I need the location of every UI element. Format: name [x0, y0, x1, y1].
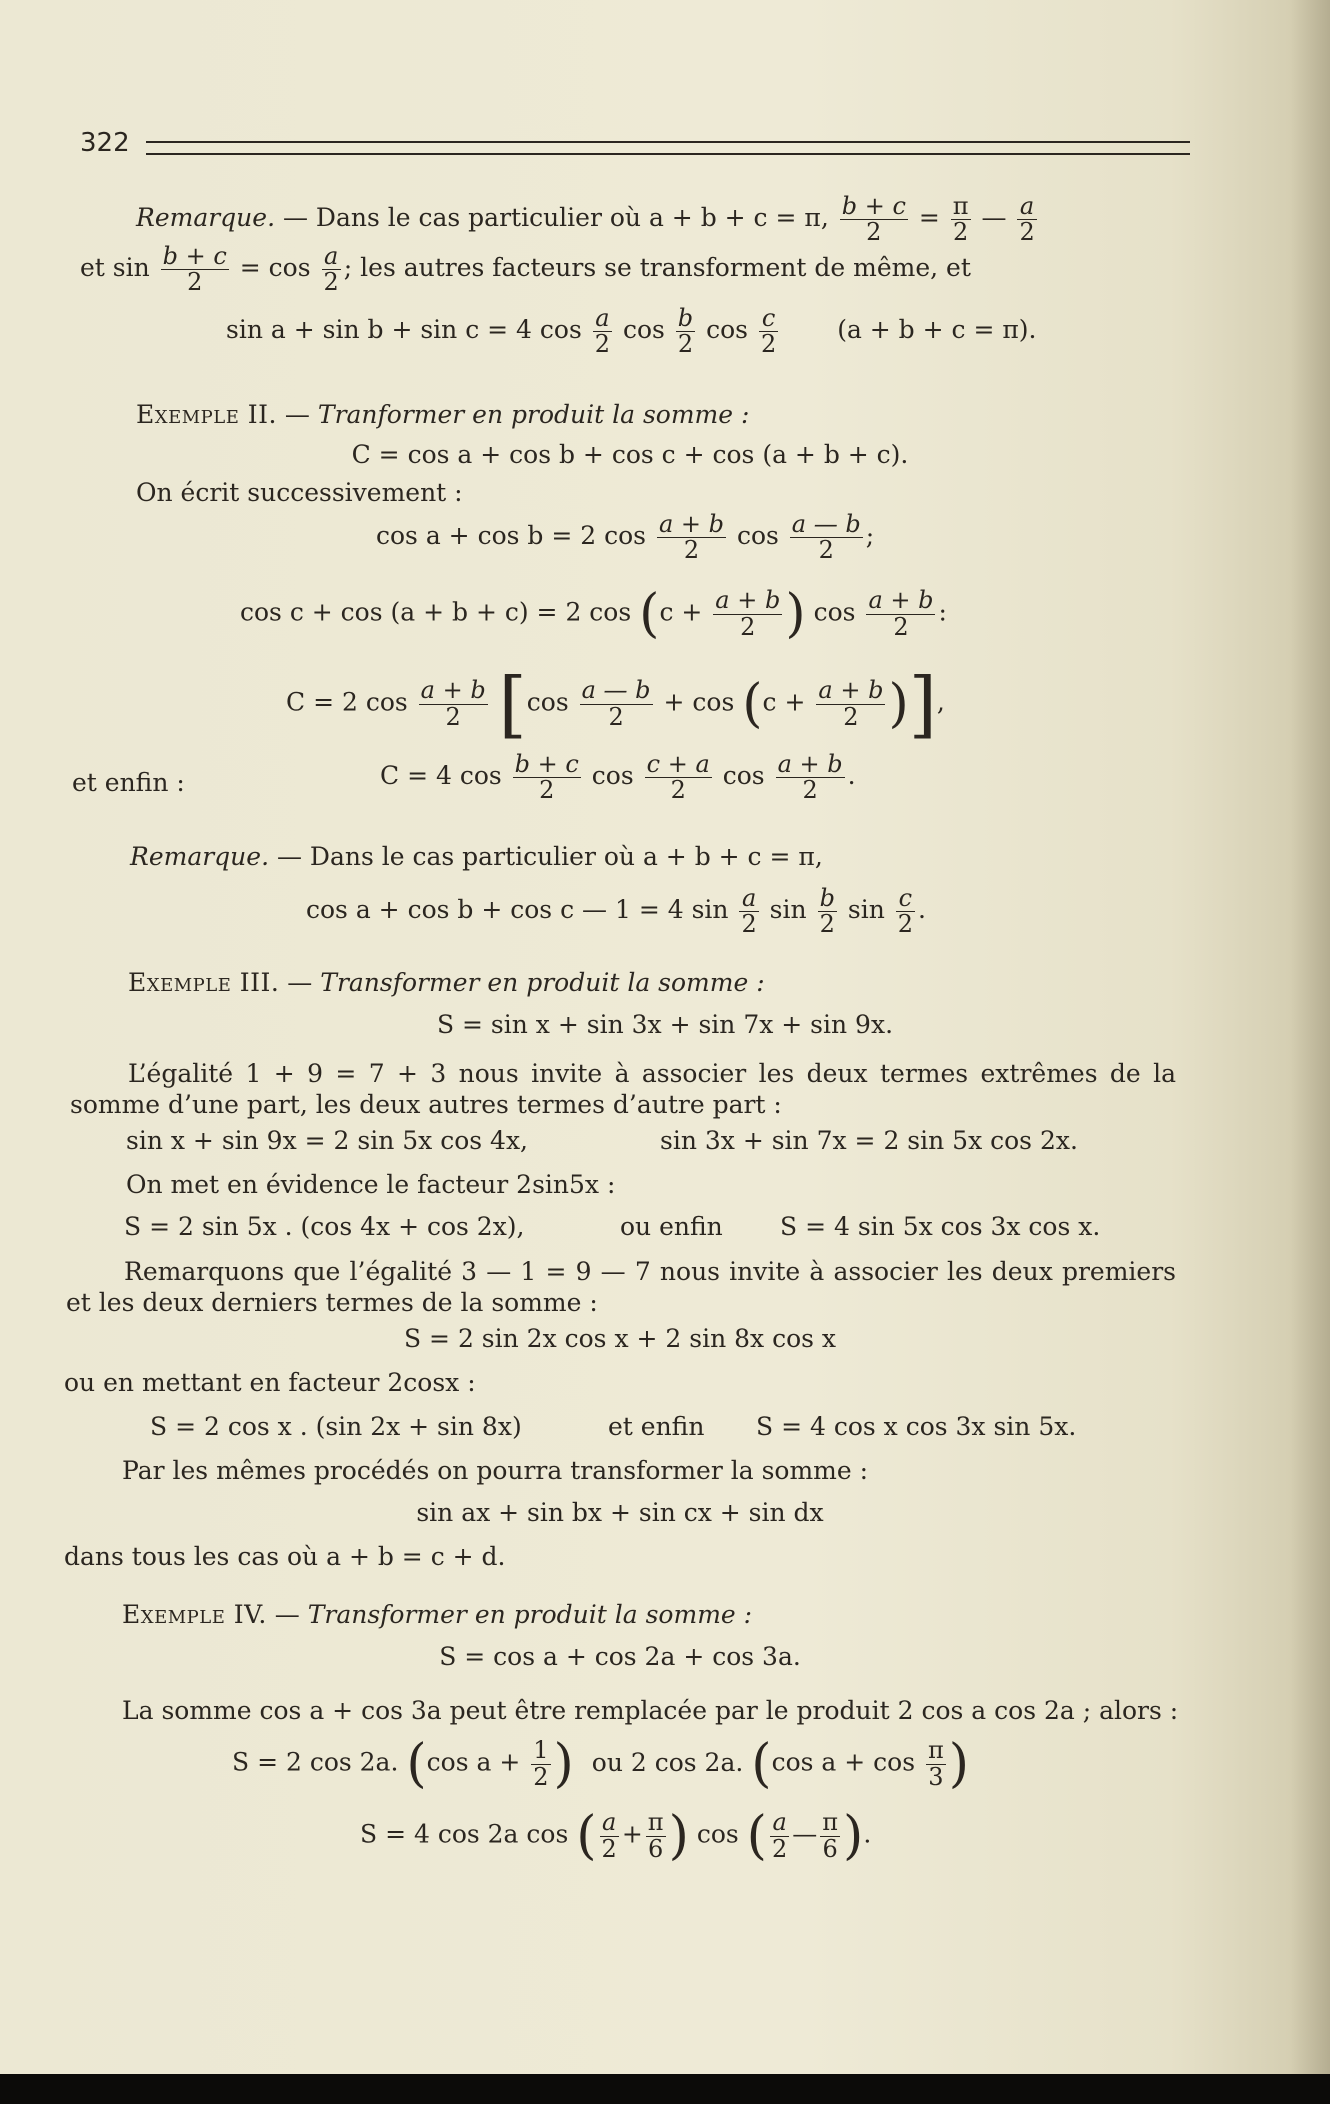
- exemple3-paragraph1: L’égalité 1 + 9 = 7 + 3 nous invite à associer les deux termes extrêmes de la somme d’une part, les deux autres termes d’autre part :: [70, 1059, 1176, 1119]
- bracket-close: ]: [908, 662, 937, 746]
- fraction: [657, 512, 726, 563]
- text: = cos: [231, 253, 319, 283]
- fraction-num: a: [600, 1810, 619, 1836]
- formula-text: c +: [659, 597, 703, 627]
- formula-text: .: [863, 1819, 872, 1849]
- fraction-num: a + b: [420, 676, 486, 705]
- fraction-den: 6: [822, 1834, 838, 1863]
- fraction-den: 2: [740, 612, 756, 641]
- fraction: [600, 1810, 619, 1861]
- formula-text: S = 2 cos 2a.: [232, 1747, 399, 1777]
- fraction: [419, 678, 488, 729]
- fraction-num: a — b: [791, 510, 861, 538]
- paren-close: ): [948, 1734, 970, 1794]
- paren-open: (: [742, 674, 763, 734]
- formula-text: cos: [526, 687, 569, 717]
- fraction-num: a: [1017, 194, 1036, 220]
- exemple3-eq2b: ou enfin: [620, 1212, 723, 1241]
- fraction-den: 6: [648, 1834, 664, 1863]
- fraction-den: 2: [802, 776, 818, 805]
- fraction: [820, 1810, 840, 1861]
- exemple3-eq1b: sin 3x + sin 7x = 2 sin 5x cos 2x.: [660, 1126, 1078, 1155]
- fraction-den: 2: [594, 330, 611, 359]
- fraction-num: c: [759, 306, 778, 332]
- fraction-num: b + c: [514, 750, 579, 778]
- fraction: [866, 588, 935, 639]
- fraction: [840, 194, 908, 245]
- exemple2-formula1: [376, 512, 874, 563]
- fraction: [776, 752, 845, 803]
- text: et sin: [80, 253, 150, 283]
- fraction-den: 2: [953, 218, 969, 247]
- formula-text: C = 2 cos: [286, 687, 408, 717]
- exemple2-label: Exemple II.: [136, 400, 277, 429]
- fraction-num: b: [819, 884, 835, 912]
- paren-close: ): [888, 674, 909, 734]
- fraction-num: 1: [533, 1736, 549, 1765]
- fraction-num: a + b: [868, 586, 934, 615]
- remarque2-text: — Dans le cas particulier où a + b + c = π,: [269, 842, 823, 871]
- exemple3-eq1a: sin x + sin 9x = 2 sin 5x cos 4x,: [126, 1126, 528, 1155]
- exemple3-eq2c: S = 4 sin 5x cos 3x cos x.: [780, 1212, 1101, 1241]
- paren-open: (: [751, 1734, 772, 1794]
- formula-text: .: [918, 895, 926, 925]
- fraction-num: π: [822, 1808, 839, 1837]
- exemple4-title: Transformer en produit la somme :: [307, 1600, 753, 1629]
- fraction: [790, 512, 863, 563]
- exemple3-paragraph6: dans tous les cas où a + b = c + d.: [64, 1542, 506, 1571]
- remarque1-line2: [80, 244, 971, 295]
- exemple3-eq4b: et enfin: [608, 1412, 705, 1441]
- formula-text: c +: [762, 687, 806, 717]
- fraction: [161, 244, 229, 295]
- exemple2-formula2: [240, 584, 947, 644]
- fraction-den: 2: [533, 1762, 549, 1791]
- paren-open: (: [746, 1806, 767, 1866]
- remarque2-label: Remarque.: [130, 842, 270, 871]
- fraction: [770, 1810, 789, 1861]
- exemple2-intro: On écrit successivement :: [136, 478, 463, 507]
- formula-text: —: [792, 1819, 818, 1849]
- paren-close: ): [668, 1806, 689, 1866]
- formula-condition: (a + b + c = π).: [837, 315, 1037, 345]
- exemple3-paragraph2: On met en évidence le facteur 2sin5x :: [126, 1170, 616, 1199]
- fraction-den: 2: [843, 702, 859, 731]
- exemple3-paragraph4: ou en mettant en facteur 2cosx :: [64, 1368, 476, 1397]
- fraction-den: 2: [445, 702, 461, 731]
- fraction-den: 2: [683, 536, 700, 565]
- paren-open: (: [639, 584, 660, 644]
- fraction-num: a: [322, 244, 341, 270]
- fraction-num: a + b: [818, 676, 884, 705]
- remarque2-formula: [306, 886, 926, 937]
- exemple3-heading: [128, 968, 765, 998]
- fraction-den: 2: [897, 910, 914, 939]
- dash: —: [266, 1600, 308, 1629]
- fraction: [713, 588, 782, 639]
- fraction: [645, 752, 712, 803]
- page-number: 322: [80, 128, 130, 158]
- formula-text: cos: [698, 315, 756, 345]
- formula-text: cos: [615, 315, 673, 345]
- exemple3-eq5: sin ax + sin bx + sin cx + sin dx: [416, 1498, 824, 1527]
- exemple2-formula4: [380, 752, 856, 803]
- exemple3-eq4a: S = 2 cos x . (sin 2x + sin 8x): [150, 1412, 522, 1441]
- minus: —: [973, 203, 1015, 233]
- formula-text: sin: [839, 895, 893, 925]
- fraction-num: b + c: [841, 192, 906, 220]
- fraction: [646, 1810, 666, 1861]
- fraction-den: 3: [928, 1762, 944, 1791]
- fraction-den: 2: [601, 1834, 617, 1863]
- remarque1-label: Remarque.: [136, 203, 276, 233]
- fraction-den: 2: [866, 218, 882, 247]
- fraction: [739, 886, 758, 937]
- fraction: [593, 306, 612, 357]
- fraction-den: 2: [760, 330, 777, 359]
- exemple3-paragraph3: Remarquons que l’égalité 3 — 1 = 9 — 7 nous invite à associer les deux premiers et les deux derniers termes de la somme :: [66, 1257, 1176, 1317]
- fraction-num: π: [952, 192, 969, 220]
- fraction: [951, 194, 971, 245]
- fraction-num: a: [739, 886, 758, 912]
- remarque2-line: [130, 842, 823, 872]
- fraction-den: 2: [819, 910, 835, 939]
- formula-text: sin: [761, 895, 815, 925]
- formula-text: cos: [736, 521, 779, 551]
- fraction-den: 2: [893, 612, 909, 641]
- exemple4-formula2: [360, 1806, 872, 1866]
- fraction-den: 2: [608, 702, 624, 731]
- scan-bottom-border: [0, 2074, 1330, 2104]
- exemple3-definition: S = sin x + sin 3x + sin 7x + sin 9x.: [436, 1010, 894, 1039]
- header-rule: [146, 141, 1190, 155]
- dash: —: [276, 400, 318, 429]
- formula-text: cos a +: [426, 1747, 521, 1777]
- fraction-num: c + a: [646, 750, 710, 778]
- exemple3-eq2a: S = 2 sin 5x . (cos 4x + cos 2x),: [124, 1212, 525, 1241]
- exemple2-heading: [136, 400, 749, 430]
- formula-text: +: [621, 1819, 643, 1849]
- fraction-num: π: [928, 1736, 944, 1765]
- fraction: [676, 306, 695, 357]
- fraction-den: 2: [1019, 218, 1035, 247]
- exemple4-heading: [122, 1600, 752, 1630]
- exemple4-formula1: [232, 1734, 970, 1794]
- equals: =: [910, 203, 948, 233]
- text: ; les autres facteurs se transforment de même, et: [343, 253, 971, 283]
- fraction-num: b: [677, 304, 694, 332]
- paren-open: (: [576, 1806, 597, 1866]
- formula-text: + cos: [663, 687, 735, 717]
- fraction-num: a: [770, 1810, 789, 1836]
- fraction: [1017, 194, 1036, 245]
- fraction-den: 2: [187, 268, 203, 297]
- fraction-num: a — b: [581, 676, 651, 705]
- fraction: [926, 1738, 946, 1789]
- exemple4-paragraph1: La somme cos a + cos 3a peut être remplacée par le produit 2 cos a cos 2a ; alors :: [122, 1696, 1179, 1725]
- formula-text: cos: [722, 761, 765, 791]
- formula-text: cos c + cos (a + b + c) = 2 cos: [240, 597, 632, 627]
- formula-text: cos: [696, 1819, 739, 1849]
- fraction: [531, 1738, 550, 1789]
- fraction-num: c: [896, 886, 915, 912]
- formula-text: C = 4 cos: [380, 761, 502, 791]
- paren-close: ): [553, 1734, 574, 1794]
- paren-open: (: [406, 1734, 427, 1794]
- fraction-num: π: [647, 1808, 664, 1837]
- exemple3-eq4c: S = 4 cos x cos 3x sin 5x.: [756, 1412, 1077, 1441]
- exemple2-title: Tranformer en produit la somme :: [317, 400, 750, 429]
- fraction: [759, 306, 778, 357]
- fraction: [513, 752, 581, 803]
- exemple3-label: Exemple III.: [128, 968, 280, 997]
- formula-text: :: [938, 597, 947, 627]
- exemple2-formula3: [286, 662, 945, 746]
- formula-text: cos: [813, 597, 856, 627]
- formula-text: .: [847, 761, 856, 791]
- formula-text: cos a + cos b + cos c — 1 = 4 sin: [306, 895, 729, 925]
- fraction-den: 2: [741, 910, 757, 939]
- exemple4-definition: S = cos a + cos 2a + cos 3a.: [439, 1642, 801, 1671]
- fraction-den: 2: [771, 1834, 788, 1863]
- dash: —: [279, 968, 321, 997]
- fraction-den: 2: [818, 536, 834, 565]
- remarque1-text: — Dans le cas particulier où a + b + c = π,: [275, 203, 829, 233]
- fraction: [322, 244, 341, 295]
- fraction-num: a + b: [715, 586, 781, 615]
- remarque1-formula: [226, 306, 1037, 357]
- fraction-num: a + b: [777, 750, 843, 778]
- formula-text: cos: [591, 761, 634, 791]
- exemple2-finally-label: et enfin :: [72, 768, 185, 797]
- exemple3-paragraph5: Par les mêmes procédés on pourra transformer la somme :: [122, 1456, 869, 1485]
- exemple3-title: Transformer en produit la somme :: [320, 968, 765, 997]
- paren-close: ): [843, 1806, 864, 1866]
- fraction-num: a: [593, 306, 612, 332]
- formula-text: ou 2 cos 2a.: [591, 1747, 744, 1777]
- formula-text: cos a + cos b = 2 cos: [376, 521, 646, 551]
- fraction: [896, 886, 915, 937]
- fraction-num: b + c: [162, 242, 227, 270]
- fraction-den: 2: [323, 268, 339, 297]
- fraction: [818, 886, 837, 937]
- remarque1-line1: [136, 194, 1040, 245]
- exemple3-eq3: S = 2 sin 2x cos x + 2 sin 8x cos x: [403, 1324, 837, 1353]
- formula-text: cos a + cos: [771, 1747, 916, 1777]
- formula-text: S = 4 cos 2a cos: [360, 1819, 569, 1849]
- formula-text: ;: [865, 521, 875, 551]
- bracket-open: [: [498, 662, 527, 746]
- exemple2-definition: C = cos a + cos b + cos c + cos (a + b + c).: [351, 440, 909, 469]
- exemple4-label: Exemple IV.: [122, 1600, 267, 1629]
- formula-text: sin a + sin b + sin c = 4 cos: [226, 315, 590, 345]
- fraction-den: 2: [670, 776, 686, 805]
- fraction-num: a + b: [658, 510, 724, 538]
- fraction: [580, 678, 653, 729]
- paren-close: ): [785, 584, 806, 644]
- fraction-den: 2: [539, 776, 555, 805]
- formula-text: ,: [936, 687, 945, 717]
- fraction: [816, 678, 885, 729]
- fraction-den: 2: [677, 330, 694, 359]
